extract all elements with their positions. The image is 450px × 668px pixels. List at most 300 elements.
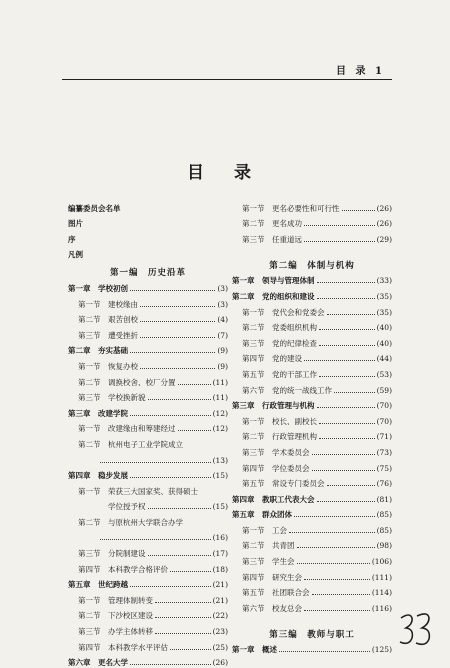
page-number: (26) bbox=[376, 219, 392, 229]
toc-section-entry bbox=[232, 349, 392, 365]
leader-dots bbox=[170, 649, 211, 650]
toc-section-entry bbox=[68, 419, 228, 435]
chapter-title: 更名大学 bbox=[98, 658, 128, 668]
section-number: 第二节 bbox=[78, 315, 101, 325]
section-number: 第二节 bbox=[78, 439, 101, 449]
section-title: 党的统一战线工作 bbox=[272, 385, 332, 395]
page-number: (3) bbox=[217, 299, 228, 309]
entry-label bbox=[68, 548, 146, 559]
section-number: 第三节 bbox=[242, 447, 265, 457]
entry-label bbox=[68, 657, 128, 668]
section-title: 校长、副校长 bbox=[272, 416, 317, 426]
page-number: (35) bbox=[376, 291, 392, 301]
section-number: 第一节 bbox=[242, 307, 265, 317]
chapter-number: 第三章 bbox=[232, 401, 255, 411]
section-title: 工会 bbox=[272, 525, 287, 535]
page-number: (114) bbox=[371, 588, 392, 598]
leader-dots bbox=[148, 555, 211, 556]
toc-chapter-entry bbox=[232, 489, 392, 505]
page-number: (85) bbox=[376, 525, 392, 535]
toc-section-entry bbox=[232, 598, 392, 614]
section-number: 第四节 bbox=[242, 463, 265, 473]
toc-chapter-entry bbox=[232, 396, 392, 412]
leader-dots bbox=[130, 290, 215, 291]
chapter-title: 稳步发展 bbox=[98, 471, 128, 481]
toc-continuation-line bbox=[68, 528, 228, 544]
toc-front-matter-entry bbox=[68, 214, 228, 230]
section-title: 党代会和党委会 bbox=[272, 307, 325, 317]
section-title: 调换校舍、校厂分置 bbox=[108, 377, 176, 387]
chapter-number: 第六章 bbox=[68, 658, 91, 668]
section-number: 第一节 bbox=[78, 486, 101, 496]
section-title: 遭受挫折 bbox=[108, 330, 138, 340]
section-number: 第一节 bbox=[242, 525, 265, 535]
section-title: 更名成功 bbox=[272, 219, 302, 229]
chapter-title: 领导与管理体制 bbox=[262, 276, 315, 286]
toc-chapter-entry bbox=[232, 505, 392, 521]
section-title: 党的纪律检查 bbox=[272, 338, 317, 348]
toc-section-entry bbox=[68, 590, 228, 606]
toc-part-heading: 第三编 教师与职工 bbox=[269, 629, 355, 640]
toc-section-entry bbox=[232, 198, 392, 214]
chapter-title: 群众团体 bbox=[262, 510, 292, 520]
entry-label bbox=[68, 470, 128, 481]
chapter-title: 学校初创 bbox=[98, 283, 128, 293]
section-title: 任重道远 bbox=[272, 234, 302, 244]
leader-dots bbox=[289, 532, 375, 533]
chapter-number: 第一章 bbox=[232, 645, 255, 655]
page-number: (7) bbox=[217, 330, 228, 340]
section-number: 第二节 bbox=[78, 517, 101, 527]
toc-section-entry bbox=[232, 214, 392, 230]
page-number: (106) bbox=[371, 557, 392, 567]
section-title: 学校换新貌 bbox=[108, 393, 146, 403]
section-number: 第二节 bbox=[78, 611, 101, 621]
page-number: (73) bbox=[376, 447, 392, 457]
entry-label bbox=[68, 486, 198, 497]
leader-dots bbox=[130, 415, 211, 416]
entry-label bbox=[232, 385, 332, 396]
toc-chapter-entry bbox=[68, 653, 228, 668]
section-number: 第六节 bbox=[242, 603, 265, 613]
chapter-number: 第一章 bbox=[68, 283, 91, 293]
section-title: 分院制建设 bbox=[108, 549, 146, 559]
toc-chapter-entry bbox=[232, 640, 392, 656]
section-number: 第二节 bbox=[78, 377, 101, 387]
page-number: (81) bbox=[376, 494, 392, 504]
leader-dots bbox=[317, 282, 375, 283]
entry-label bbox=[68, 579, 128, 590]
page-number: (33) bbox=[376, 276, 392, 286]
page-number: (9) bbox=[217, 346, 228, 356]
entry-label bbox=[68, 314, 138, 325]
entry-label bbox=[68, 361, 138, 372]
toc-chapter-entry bbox=[68, 278, 228, 294]
page-number: (15) bbox=[212, 471, 228, 481]
entry-label bbox=[68, 626, 153, 637]
leader-dots bbox=[140, 321, 215, 322]
page-number: (4) bbox=[217, 315, 228, 325]
entry-label bbox=[68, 439, 183, 450]
toc-section-entry bbox=[232, 229, 392, 245]
section-title: 学术委员会 bbox=[272, 447, 310, 457]
toc-spacer bbox=[232, 245, 392, 253]
entry-label bbox=[232, 603, 302, 614]
section-title: 本科教学水平评估 bbox=[108, 642, 168, 652]
page-number: (111) bbox=[371, 572, 392, 582]
page-number: (70) bbox=[376, 401, 392, 411]
toc-section-entry bbox=[68, 543, 228, 559]
leader-dots bbox=[304, 360, 375, 361]
section-number: 第三节 bbox=[78, 627, 101, 637]
entry-label bbox=[68, 642, 168, 653]
chapter-title: 夯实基础 bbox=[98, 346, 128, 356]
page-number: (26) bbox=[376, 203, 392, 213]
section-number: 第五节 bbox=[242, 479, 265, 489]
leader-dots bbox=[312, 594, 370, 595]
chapter-title: 概述 bbox=[262, 645, 277, 655]
toc-section-entry bbox=[232, 536, 392, 552]
toc-section-entry bbox=[68, 481, 228, 497]
toc-section-entry bbox=[68, 325, 228, 341]
page-number: (29) bbox=[376, 234, 392, 244]
leader-dots bbox=[140, 368, 215, 369]
leader-dots bbox=[319, 423, 375, 424]
section-number: 第四节 bbox=[78, 642, 101, 652]
section-number: 第二节 bbox=[242, 219, 265, 229]
chapter-number: 第四章 bbox=[232, 494, 255, 504]
entry-label bbox=[232, 447, 310, 458]
section-number: 第一节 bbox=[78, 424, 101, 434]
toc-section-entry bbox=[68, 621, 228, 637]
chapter-number: 第五章 bbox=[68, 580, 91, 590]
section-title: 办学主体转移 bbox=[108, 627, 153, 637]
toc-section-entry bbox=[232, 411, 392, 427]
toc-section-entry bbox=[232, 380, 392, 396]
page-title: 目 录 bbox=[187, 163, 263, 183]
leader-dots bbox=[178, 430, 211, 431]
leader-dots bbox=[178, 384, 211, 385]
toc-chapter-entry bbox=[68, 403, 228, 419]
leader-dots bbox=[327, 485, 375, 486]
toc-front-matter-entry bbox=[68, 198, 228, 214]
toc-section-entry bbox=[68, 559, 228, 575]
entry-label bbox=[232, 218, 302, 229]
toc-left-column bbox=[68, 198, 228, 668]
entry-label bbox=[68, 283, 128, 294]
entry-title: 序 bbox=[68, 234, 76, 244]
entry-label bbox=[232, 644, 277, 655]
page-number: (40) bbox=[376, 338, 392, 348]
section-title: 常设专门委员会 bbox=[272, 479, 325, 489]
chapter-number: 第三章 bbox=[68, 408, 91, 418]
entry-label bbox=[232, 416, 317, 427]
entry-label bbox=[232, 463, 310, 474]
entry-title: 编纂委员会名单 bbox=[68, 203, 121, 213]
entry-label bbox=[232, 203, 340, 214]
entry-label bbox=[68, 330, 138, 341]
page-number: (53) bbox=[376, 369, 392, 379]
section-number: 第三节 bbox=[242, 557, 265, 567]
entry-label bbox=[232, 478, 325, 489]
entry-label bbox=[232, 509, 292, 520]
section-title: 建校缘由 bbox=[108, 299, 138, 309]
page-number: (12) bbox=[212, 424, 228, 434]
entry-label bbox=[232, 275, 315, 286]
section-number: 第一节 bbox=[242, 416, 265, 426]
header-rule bbox=[62, 79, 392, 80]
toc-section-entry bbox=[232, 333, 392, 349]
entry-label bbox=[232, 572, 302, 583]
section-number: 第四节 bbox=[242, 354, 265, 364]
entry-label bbox=[232, 353, 302, 364]
chapter-title: 改建学院 bbox=[98, 408, 128, 418]
section-title: 研究生会 bbox=[272, 572, 302, 582]
leader-dots bbox=[140, 337, 215, 338]
section-title: 更名必要性和可行性 bbox=[272, 203, 340, 213]
page-number: (21) bbox=[212, 595, 228, 605]
toc-section-entry bbox=[68, 310, 228, 326]
entry-label bbox=[232, 322, 317, 333]
section-number: 第三节 bbox=[242, 234, 265, 244]
toc-part-heading: 第二编 体制与机构 bbox=[269, 260, 355, 271]
chapter-number: 第一章 bbox=[232, 276, 255, 286]
leader-dots bbox=[304, 241, 375, 242]
toc-front-matter-entry bbox=[68, 245, 228, 261]
section-title: 共青团 bbox=[272, 541, 295, 551]
entry-label bbox=[68, 377, 176, 388]
entry-label bbox=[68, 517, 183, 528]
toc-section-entry bbox=[68, 606, 228, 622]
toc-chapter-entry bbox=[232, 286, 392, 302]
leader-dots bbox=[317, 298, 375, 299]
leader-dots bbox=[130, 664, 211, 665]
section-title: 艰苦创校 bbox=[108, 315, 138, 325]
section-number: 第二节 bbox=[242, 323, 265, 333]
leader-dots bbox=[155, 633, 211, 634]
toc-section-entry bbox=[68, 434, 228, 450]
page-number: (35) bbox=[376, 307, 392, 317]
entry-label bbox=[232, 369, 317, 380]
section-number: 第一节 bbox=[242, 203, 265, 213]
section-title: 改建缘由和筹建经过 bbox=[108, 424, 176, 434]
toc-section-entry bbox=[232, 318, 392, 334]
section-title: 与原杭州大学联合办学 bbox=[108, 517, 183, 527]
section-number: 第四节 bbox=[242, 572, 265, 582]
section-title: 荣获三大国家奖、获得硕士 bbox=[108, 486, 198, 496]
section-title: 党的建设 bbox=[272, 354, 302, 364]
page-number: (18) bbox=[212, 564, 228, 574]
entry-label bbox=[232, 587, 310, 598]
leader-dots bbox=[100, 539, 211, 540]
page-number: (15) bbox=[212, 502, 228, 512]
section-number: 第五节 bbox=[242, 588, 265, 598]
entry-label bbox=[232, 338, 317, 349]
chapter-number: 第四章 bbox=[68, 471, 91, 481]
toc-continuation-line bbox=[68, 497, 228, 513]
toc-section-entry bbox=[232, 458, 392, 474]
page-number: (85) bbox=[376, 510, 392, 520]
leader-dots bbox=[304, 225, 375, 226]
toc-section-entry bbox=[232, 474, 392, 490]
page-number: (3) bbox=[217, 283, 228, 293]
section-title: 本科教学合格评价 bbox=[108, 564, 168, 574]
entry-label bbox=[232, 400, 315, 411]
page-number: (70) bbox=[376, 416, 392, 426]
toc-right-column bbox=[232, 198, 392, 655]
entry-title: 图片 bbox=[68, 219, 83, 229]
leader-dots bbox=[130, 477, 211, 478]
toc-section-entry bbox=[232, 567, 392, 583]
section-number: 第二节 bbox=[242, 432, 265, 442]
page-number: (17) bbox=[212, 549, 228, 559]
leader-dots bbox=[342, 210, 375, 211]
section-title: 学生会 bbox=[272, 557, 295, 567]
page-number: (21) bbox=[212, 580, 228, 590]
page-number: (71) bbox=[376, 432, 392, 442]
leader-dots bbox=[312, 454, 375, 455]
entry-label bbox=[68, 299, 138, 310]
toc-section-entry bbox=[68, 388, 228, 404]
page-number: (76) bbox=[376, 479, 392, 489]
page-number: (13) bbox=[212, 455, 228, 465]
page-number: (16) bbox=[212, 533, 228, 543]
page-number: (26) bbox=[212, 658, 228, 668]
leader-dots bbox=[319, 345, 375, 346]
entry-label bbox=[232, 494, 315, 505]
entry-label bbox=[68, 392, 146, 403]
leader-dots bbox=[334, 392, 375, 393]
toc-continuation-line bbox=[68, 450, 228, 466]
page-number: (44) bbox=[376, 354, 392, 364]
leader-dots bbox=[317, 407, 375, 408]
leader-dots bbox=[317, 501, 375, 502]
handwritten-page-mark bbox=[398, 612, 436, 652]
section-number: 第一节 bbox=[78, 361, 101, 371]
entry-label bbox=[232, 307, 325, 318]
chapter-number: 第五章 bbox=[232, 510, 255, 520]
entry-label bbox=[232, 234, 302, 245]
leader-dots bbox=[297, 563, 370, 564]
leader-dots bbox=[148, 399, 211, 400]
page-number: (22) bbox=[212, 611, 228, 621]
section-number: 第三节 bbox=[78, 330, 101, 340]
running-head: 目 录 1 bbox=[336, 66, 385, 77]
leader-dots bbox=[148, 508, 211, 509]
section-number: 第五节 bbox=[242, 369, 265, 379]
leader-dots bbox=[279, 651, 370, 652]
section-title: 党的干部工作 bbox=[272, 369, 317, 379]
toc-section-entry bbox=[232, 427, 392, 443]
section-title: 党委组织机构 bbox=[272, 323, 317, 333]
chapter-title: 教职工代表大会 bbox=[262, 494, 315, 504]
section-title: 行政管理机构 bbox=[272, 432, 317, 442]
section-title: 社团联合会 bbox=[272, 588, 310, 598]
toc-section-entry bbox=[232, 364, 392, 380]
page-number: (12) bbox=[212, 408, 228, 418]
leader-dots bbox=[319, 376, 375, 377]
page-number: (9) bbox=[217, 361, 228, 371]
leader-dots bbox=[319, 329, 375, 330]
toc-chapter-entry bbox=[68, 575, 228, 591]
entry-label bbox=[232, 291, 315, 302]
toc-section-entry bbox=[232, 520, 392, 536]
leader-dots bbox=[100, 462, 211, 463]
toc-front-matter-entry bbox=[68, 229, 228, 245]
toc-section-entry bbox=[232, 583, 392, 599]
entry-title: 凡例 bbox=[68, 250, 83, 260]
section-number: 第三节 bbox=[78, 549, 101, 559]
chapter-title: 党的组织和建设 bbox=[262, 291, 315, 301]
toc-section-entry bbox=[232, 442, 392, 458]
section-number: 第四节 bbox=[78, 564, 101, 574]
section-number: 第一节 bbox=[78, 595, 101, 605]
toc-section-entry bbox=[68, 372, 228, 388]
leader-dots bbox=[312, 470, 375, 471]
toc-part-heading: 第一编 历史沿革 bbox=[109, 268, 186, 279]
entry-label bbox=[68, 423, 176, 434]
page-number: (98) bbox=[376, 541, 392, 551]
toc-section-entry bbox=[68, 294, 228, 310]
section-number: 第三节 bbox=[78, 393, 101, 403]
section-title: 下沙校区建设 bbox=[108, 611, 153, 621]
leader-dots bbox=[304, 579, 370, 580]
section-number: 第六节 bbox=[242, 385, 265, 395]
toc-section-entry bbox=[232, 551, 392, 567]
entry-label bbox=[68, 610, 153, 621]
toc-chapter-entry bbox=[232, 271, 392, 287]
leader-dots bbox=[170, 571, 211, 572]
entry-label bbox=[232, 556, 295, 567]
leader-dots bbox=[319, 438, 375, 439]
entry-label bbox=[68, 345, 128, 356]
toc-section-entry bbox=[232, 302, 392, 318]
toc-chapter-entry bbox=[68, 466, 228, 482]
page-number: (11) bbox=[212, 393, 228, 403]
entry-label bbox=[68, 408, 128, 419]
page-number: (75) bbox=[376, 463, 392, 473]
leader-dots bbox=[140, 306, 215, 307]
page-number: (125) bbox=[371, 645, 392, 655]
leader-dots bbox=[130, 352, 215, 353]
toc-spacer bbox=[232, 614, 392, 622]
chapter-number: 第二章 bbox=[232, 291, 255, 301]
toc-chapter-entry bbox=[68, 341, 228, 357]
section-title: 杭州电子工业学院成立 bbox=[108, 439, 183, 449]
entry-label bbox=[68, 564, 168, 575]
chapter-title: 行政管理与机构 bbox=[262, 401, 315, 411]
leader-dots bbox=[130, 586, 211, 587]
entry-label bbox=[232, 540, 295, 551]
chapter-title: 世纪跨越 bbox=[98, 580, 128, 590]
page-number: (25) bbox=[212, 642, 228, 652]
entry-label bbox=[232, 525, 287, 536]
page-number: (116) bbox=[371, 603, 392, 613]
section-title-continued: 学位授予权 bbox=[108, 502, 146, 512]
leader-dots bbox=[297, 547, 375, 548]
entry-label bbox=[232, 431, 317, 442]
chapter-number: 第二章 bbox=[68, 346, 91, 356]
toc-section-entry bbox=[68, 637, 228, 653]
section-number: 第三节 bbox=[242, 338, 265, 348]
page-number: (11) bbox=[212, 377, 228, 387]
leader-dots bbox=[304, 610, 370, 611]
page-number: (59) bbox=[376, 385, 392, 395]
leader-dots bbox=[155, 602, 211, 603]
leader-dots bbox=[294, 516, 375, 517]
section-title: 校友总会 bbox=[272, 603, 302, 613]
section-title: 管理体制转变 bbox=[108, 595, 153, 605]
